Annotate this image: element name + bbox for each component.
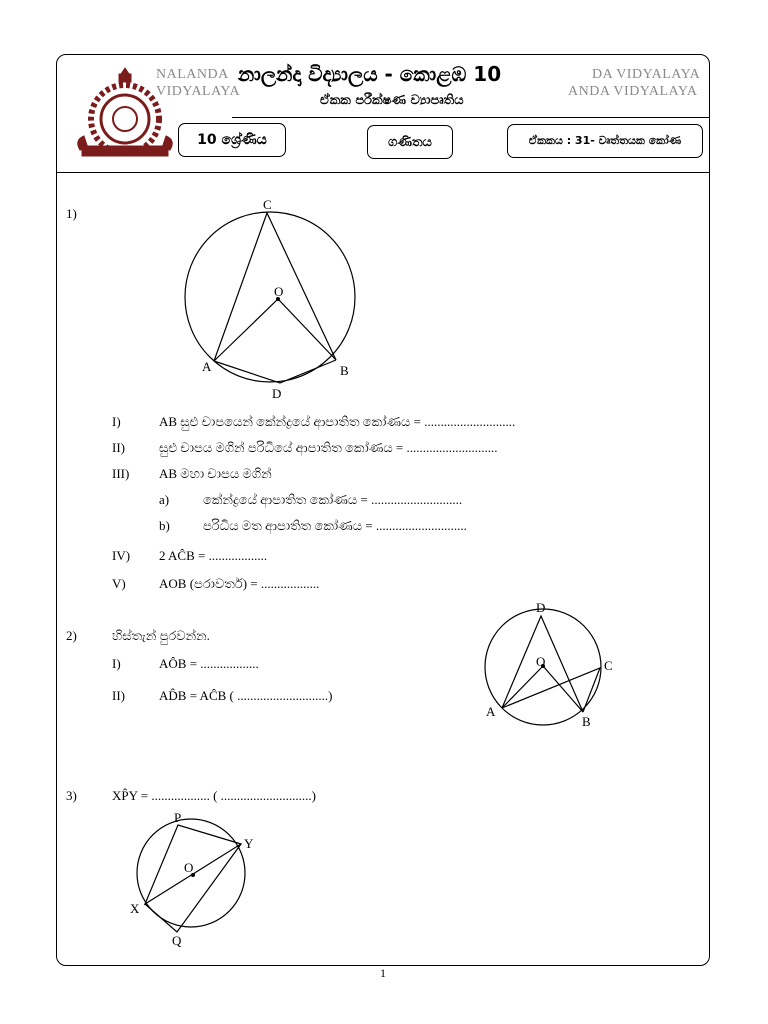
q3-label-p: P (174, 810, 182, 825)
q1-item-3a-text: කේන්ද්‍රයේ ආපාතිත කෝණය = ............................ (203, 492, 463, 507)
q1-circle-diagram (170, 196, 370, 402)
q1-item-4-text: 2 AĈB = .................. (159, 548, 268, 563)
q2-item-1-text: AÔB = .................. (159, 656, 259, 671)
q1-item-2-num: II) (112, 440, 125, 455)
watermark-right-1: DA VIDYALAYA (592, 67, 701, 82)
program-title: ඒකක පරීක්ෂණ ව්‍යාපෘතිය (320, 93, 464, 108)
q2-item-2-num: II) (112, 688, 125, 703)
q1-label-c: C (263, 197, 272, 212)
q1-item-4-num: IV) (112, 548, 131, 563)
q1-label-b: B (340, 363, 349, 378)
q1-item-3-num: III) (112, 466, 130, 481)
q3-text: XP̂Y = .................. ( ............................) (112, 788, 317, 803)
q1-item-3-text: AB මහා චාපය මගින් (159, 466, 272, 481)
q1-item-3a-num: a) (159, 492, 170, 507)
q2-instruction: හිස්තැන් පුරවන්න. (112, 628, 210, 643)
q2-item-2-text: AD̂B = AĈB ( ............................) (159, 688, 333, 703)
q2-label-a: A (486, 704, 496, 719)
q3-label-o: O (184, 860, 194, 875)
q2-label-o: O (536, 654, 546, 669)
q1-item-5-text: AOB (පරාවර්ත) = .................. (159, 576, 320, 591)
q1-number: 1) (66, 206, 77, 221)
watermark-left-2: VIDYALAYA (156, 84, 241, 99)
title-underline (232, 117, 710, 118)
school-title: නාලන්දා විද්‍යාලය - කොළඹ 10 (238, 62, 502, 86)
page-number: 1 (380, 966, 386, 980)
q3-label-x: X (130, 901, 140, 916)
q3-number: 3) (66, 788, 77, 803)
q1-label-d: D (272, 386, 282, 401)
q1-item-5-num: V) (112, 576, 126, 591)
grade-box: 10 ශ්‍රේණිය (178, 123, 286, 157)
watermark-right-2: ANDA VIDYALAYA (568, 84, 698, 99)
q3-label-y: Y (244, 836, 254, 851)
q2-label-c: C (604, 658, 613, 673)
q1-item-3b-num: b) (159, 518, 170, 533)
q2-number: 2) (66, 628, 77, 643)
q2-item-1-num: I) (112, 656, 121, 671)
unit-box: ඒකකය : 31- වෘත්තයක කෝණ (507, 124, 703, 158)
q1-label-a: A (202, 359, 212, 374)
q2-circle-diagram (478, 598, 628, 732)
watermark-left-1: NALANDA (156, 67, 229, 82)
q1-item-3b-text: පරිධිය මත ආපාතිත කෝණය = ............................ (203, 518, 467, 533)
subject-box: ගණිතය (367, 125, 453, 159)
q2-label-b: B (582, 714, 591, 729)
q2-label-d: D (536, 600, 546, 615)
q1-label-o: O (274, 284, 284, 299)
q1-item-1-text: AB සුළු චාපයෙන් කේන්ද්‍රයේ ආපාතිත කෝණය = ............................ (159, 414, 516, 429)
q1-item-1-num: I) (112, 414, 121, 429)
header-divider (56, 172, 710, 173)
q1-item-2-text: සුළු චාපය මගින් පරිධියේ ආපාතිත කෝණය = ............................ (159, 440, 498, 455)
q3-label-q: Q (172, 933, 182, 948)
q3-circle-diagram (124, 808, 264, 954)
